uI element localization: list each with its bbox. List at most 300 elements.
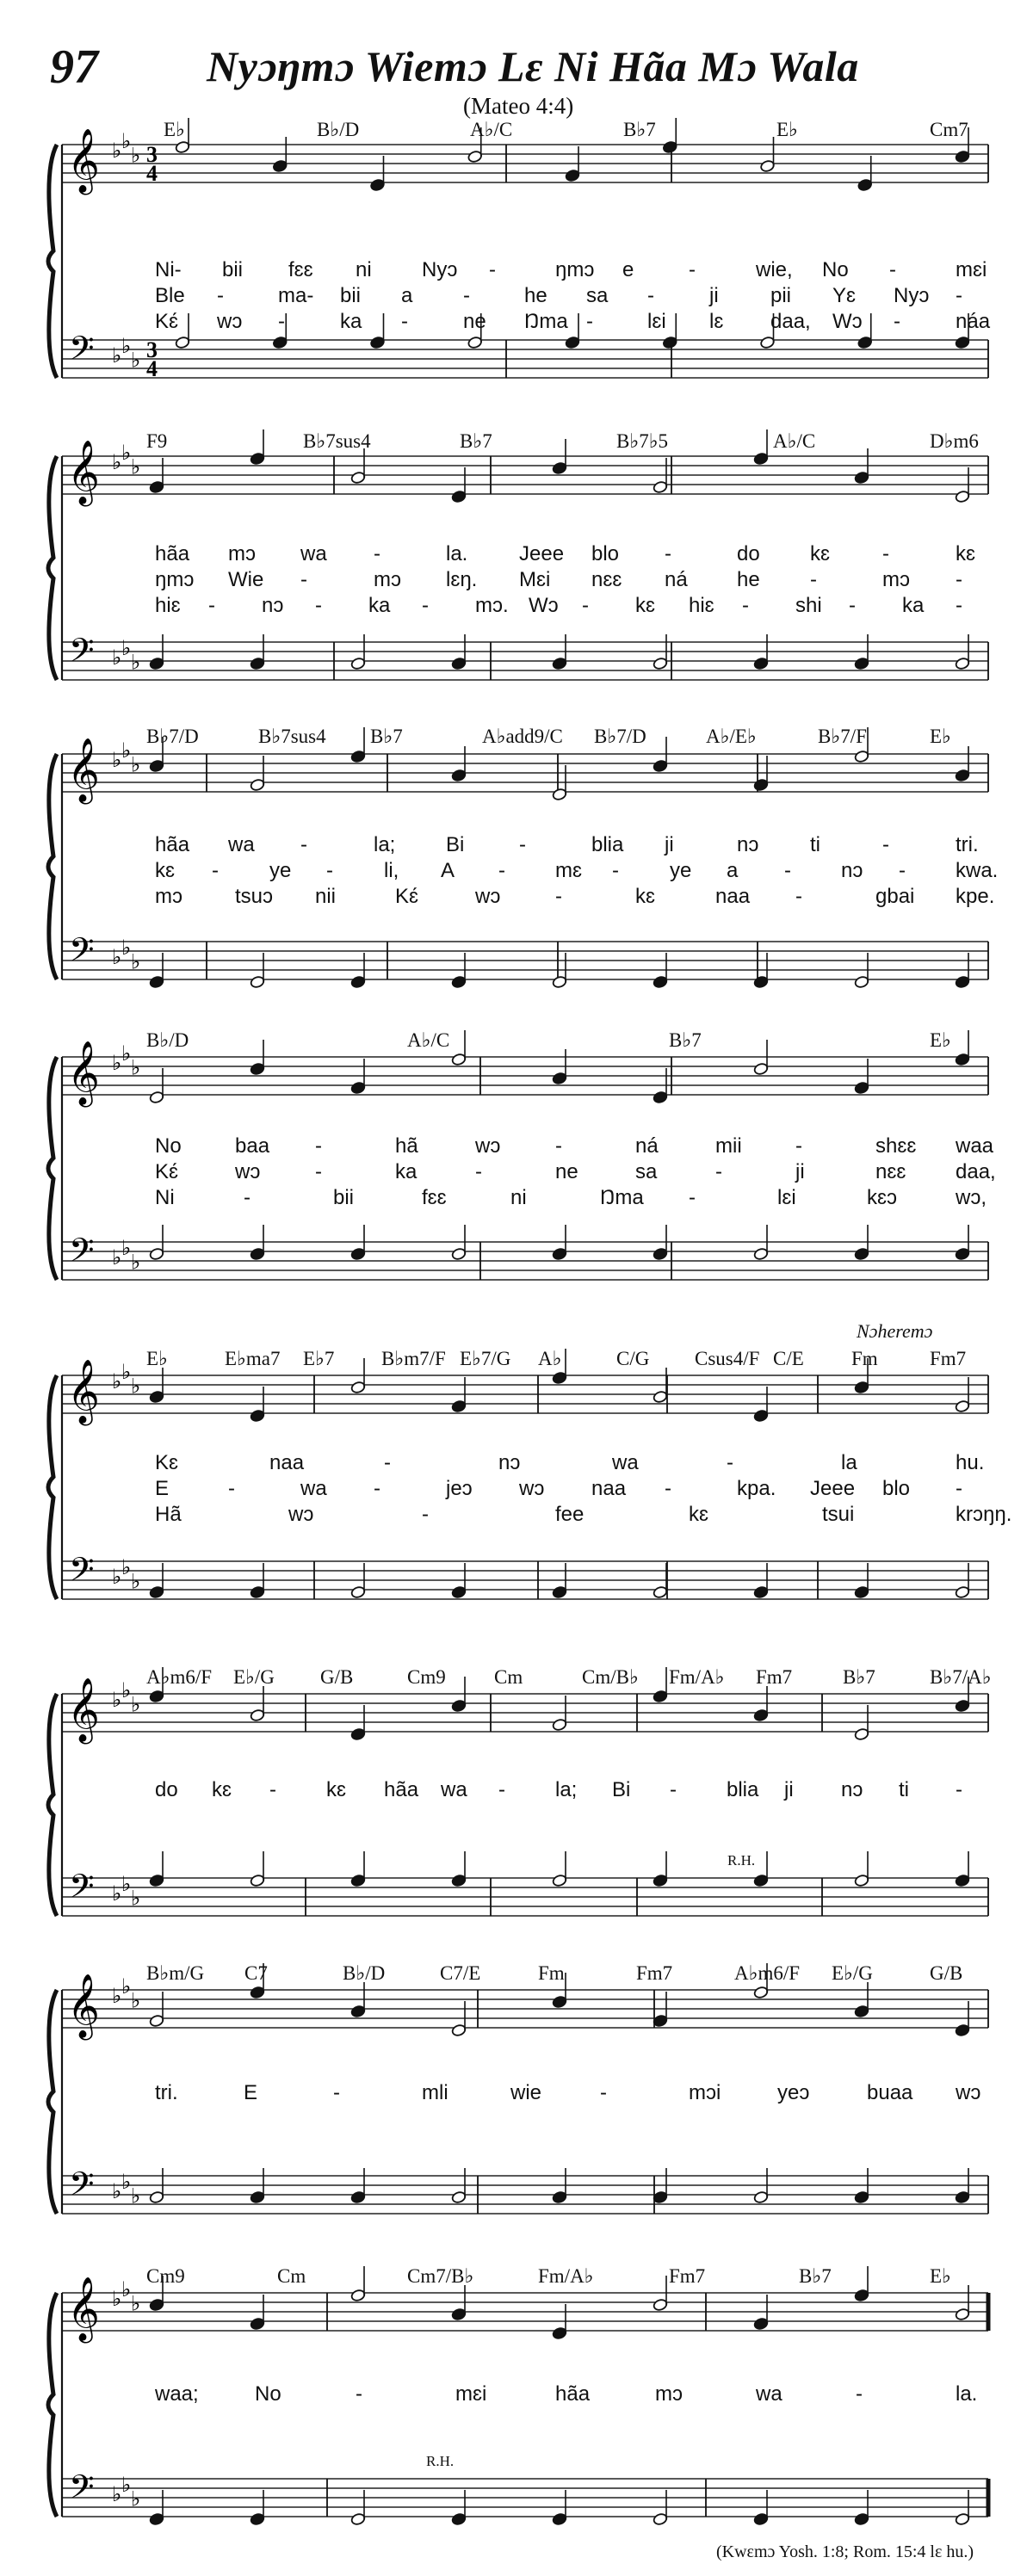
chord-symbol: A♭/C: [407, 1029, 450, 1051]
lyric-syllable: Kɛ́: [395, 885, 419, 908]
lyric-syllable: tri.: [956, 833, 979, 856]
flat-icon: ♭: [131, 1375, 141, 1399]
lyric-syllable: -: [208, 594, 215, 617]
flat-icon: ♭: [112, 1690, 122, 1712]
lyric-syllable: -: [498, 1778, 505, 1801]
chord-symbol: B♭7/F: [818, 726, 867, 747]
flat-icon: ♭: [131, 1571, 141, 1594]
chord-symbol: Csus4/F: [695, 1348, 760, 1369]
lyric-syllable: nɔ: [498, 1451, 521, 1474]
lyric-syllable: waa: [956, 1134, 994, 1158]
lyric-syllable: hiɛ: [155, 594, 181, 617]
lyric-syllable: ne: [463, 310, 486, 333]
right-hand-mark: R.H.: [727, 1852, 756, 1869]
chord-symbol: E♭7/G: [460, 1348, 511, 1369]
lyric-syllable: -: [374, 542, 380, 565]
lyric-syllable: hãa: [155, 542, 190, 565]
lyric-syllable: do: [737, 542, 760, 565]
lyric-syllable: kɛɔ: [867, 1186, 898, 1209]
bass-staff: [62, 642, 988, 680]
chord-symbol: F9: [146, 430, 168, 452]
lyric-syllable: lɛi: [777, 1186, 796, 1209]
lyric-syllable: blia: [591, 833, 624, 856]
bass-staff: [62, 2479, 988, 2517]
chord-symbol: Cm: [494, 1666, 523, 1688]
lyric-syllable: fɛɛ: [288, 258, 313, 281]
chord-symbol: B♭7♭5: [616, 430, 669, 452]
lyric-syllable: fɛɛ: [422, 1186, 447, 1209]
lyric-syllable: wie,: [756, 258, 793, 281]
chord-symbol: C7/E: [440, 1962, 481, 1984]
lyric-syllable: No: [822, 258, 849, 281]
lyric-syllable: ka: [340, 310, 362, 333]
lyric-syllable: -: [315, 1160, 322, 1183]
lyric-syllable: lɛŋ.: [446, 568, 478, 591]
lyric-syllable: -: [689, 1186, 696, 1209]
lyric-syllable: pii: [770, 284, 792, 307]
brace: [48, 1990, 57, 2214]
chord-symbol: D♭m6: [930, 430, 979, 452]
flat-icon: ♭: [131, 2293, 141, 2316]
lyric-syllable: nɛɛ: [875, 1160, 906, 1183]
chord-symbol: B♭7: [843, 1666, 875, 1688]
lyric-syllable: -: [498, 859, 505, 882]
chord-symbol: Fm7: [636, 1962, 673, 1984]
lyric-syllable: do: [155, 1778, 178, 1801]
lyric-syllable: -: [665, 1477, 671, 1500]
lyric-syllable: sa: [635, 1160, 658, 1183]
lyric-syllable: -: [665, 542, 671, 565]
flat-icon: ♭: [121, 442, 132, 465]
chord-symbol: B♭7: [623, 119, 656, 140]
lyric-syllable: -: [810, 568, 817, 591]
flat-icon: ♭: [112, 947, 122, 969]
lyric-syllable: wa: [228, 833, 255, 856]
lyric-syllable: baa: [235, 1134, 270, 1158]
chord-symbol: G/B: [930, 1962, 963, 1984]
chord-symbol: B♭7: [799, 2265, 832, 2287]
lyric-syllable: -: [300, 568, 307, 591]
lyric-syllable: -: [333, 2081, 340, 2104]
lyric-syllable: tsuɔ: [235, 885, 274, 908]
chord-symbol: B♭7: [370, 726, 403, 747]
lyric-syllable: a: [727, 859, 739, 882]
treble-staff: [62, 2293, 988, 2331]
chord-symbol: Fm/A♭: [669, 1666, 725, 1688]
chord-symbol: B♭7/D: [594, 726, 646, 747]
treble-staff: [62, 145, 988, 182]
chord-symbol: B♭7: [460, 430, 492, 452]
lyric-syllable: -: [670, 1778, 677, 1801]
chord-symbol: A♭add9/C: [482, 726, 563, 747]
bass-staff: [62, 942, 988, 979]
lyric-syllable: -: [689, 258, 696, 281]
flat-icon: ♭: [131, 349, 141, 373]
lyric-syllable: -: [795, 1134, 802, 1158]
lyric-syllable: Jeee: [519, 542, 565, 565]
chord-symbol: Cm/B♭: [582, 1666, 639, 1688]
lyric-syllable: -: [856, 2382, 863, 2406]
lyric-syllable: -: [315, 1134, 322, 1158]
lyric-syllable: -: [889, 258, 896, 281]
lyric-syllable: Ble: [155, 284, 185, 307]
brace: [48, 145, 57, 378]
chord-symbol: C/G: [616, 1348, 650, 1369]
brace: [48, 2293, 57, 2517]
lyric-syllable: Nyɔ: [422, 258, 458, 281]
chord-symbol: Fm7: [930, 1348, 967, 1369]
lyric-syllable: -: [315, 594, 322, 617]
treble-staff: [62, 1990, 988, 2028]
treble-staff: [62, 1375, 988, 1413]
flat-icon: ♭: [112, 1566, 122, 1589]
lyric-syllable: nɔ: [262, 594, 284, 617]
lyric-syllable: -: [384, 1451, 391, 1474]
lyric-syllable: ji: [665, 833, 674, 856]
lyric-syllable: ma-: [278, 284, 314, 307]
lyric-syllable: mɛi: [956, 258, 987, 281]
treble-clef-icon: 𝄞: [67, 1678, 100, 1742]
bass-staff: [62, 1561, 988, 1599]
lyric-syllable: Nyɔ: [894, 284, 930, 307]
lyric-syllable: wɔ: [235, 1160, 261, 1183]
flat-icon: ♭: [131, 2185, 141, 2208]
lyric-syllable: -: [374, 1477, 380, 1500]
lyric-syllable: la.: [446, 542, 468, 565]
lyric-syllable: nɔ: [841, 859, 863, 882]
lyric-syllable: mɔ.: [475, 594, 509, 617]
lyric-syllable: ná: [635, 1134, 659, 1158]
treble-clef-icon: 𝄞: [67, 738, 100, 802]
chord-symbol: B♭/D: [317, 119, 360, 140]
treble-clef-icon: 𝄞: [67, 441, 100, 504]
lyric-syllable: naa: [715, 885, 751, 908]
lyric-syllable: wa: [756, 2382, 782, 2406]
lyric-syllable: -: [269, 1778, 276, 1801]
lyric-syllable: -: [784, 859, 791, 882]
lyric-syllable: hã: [395, 1134, 418, 1158]
lyric-syllable: kpe.: [956, 885, 995, 908]
chord-symbol: E♭/G: [832, 1962, 873, 1984]
lyric-syllable: kɛ: [689, 1503, 709, 1526]
flat-icon: ♭: [131, 2488, 141, 2511]
lyric-syllable: kɛ: [635, 885, 656, 908]
lyric-syllable: ji: [709, 284, 719, 307]
lyric-syllable: -: [217, 284, 224, 307]
lyric-syllable: kɛ: [956, 542, 976, 565]
treble-staff: [62, 754, 988, 792]
lyric-syllable: hu.: [956, 1451, 985, 1474]
lyric-syllable: Ni-: [155, 258, 182, 281]
bass-clef-icon: 𝄢: [69, 329, 95, 375]
lyric-syllable: -: [463, 284, 470, 307]
flat-icon: ♭: [112, 750, 122, 772]
lyric-syllable: wa: [612, 1451, 639, 1474]
chord-symbol: Cm7/B♭: [407, 2265, 474, 2287]
lyric-syllable: Ni: [155, 1186, 175, 1209]
lyric-syllable: -: [475, 1160, 482, 1183]
lyric-syllable: No: [155, 1134, 182, 1158]
lyric-syllable: daa,: [956, 1160, 996, 1183]
lyric-syllable: -: [555, 885, 562, 908]
lyric-syllable: ka: [368, 594, 391, 617]
flat-icon: ♭: [131, 1251, 141, 1275]
lyric-syllable: ni: [510, 1186, 527, 1209]
lyric-syllable: wɔ: [956, 2081, 981, 2104]
lyric-syllable: -: [356, 2382, 362, 2406]
chord-symbol: E♭: [776, 119, 798, 140]
brace: [48, 456, 57, 680]
lyric-syllable: hãa: [384, 1778, 419, 1801]
lyric-syllable: naa: [591, 1477, 627, 1500]
bass-staff: [62, 340, 988, 378]
treble-staff: [62, 1057, 988, 1095]
lyric-syllable: -: [882, 542, 889, 565]
flat-icon: ♭: [112, 1247, 122, 1269]
lyric-syllable: ka: [395, 1160, 418, 1183]
lyric-syllable: nii: [315, 885, 337, 908]
lyric-syllable: wɔ,: [956, 1186, 987, 1209]
lyric-syllable: wie: [510, 2081, 542, 2104]
lyric-syllable: -: [489, 258, 496, 281]
lyric-syllable: -: [956, 1477, 962, 1500]
lyric-syllable: nɔ: [737, 833, 759, 856]
lyric-syllable: hãa: [155, 833, 190, 856]
chord-symbol: A♭/E♭: [706, 726, 757, 747]
lyric-syllable: kwa.: [956, 859, 999, 882]
lyric-syllable: -: [326, 859, 333, 882]
lyric-syllable: Yɛ: [832, 284, 857, 307]
chord-symbol: B♭7sus4: [258, 726, 326, 747]
lyric-syllable: Ŋma: [524, 310, 568, 333]
lyric-syllable: shi: [795, 594, 822, 617]
lyric-syllable: wɔ: [475, 885, 501, 908]
flat-icon: ♭: [131, 652, 141, 675]
lyric-syllable: -: [647, 284, 654, 307]
flat-icon: ♭: [121, 1976, 132, 1998]
flat-icon: ♭: [131, 951, 141, 974]
lyric-syllable: blo: [591, 542, 620, 565]
lyric-syllable: kɛ: [635, 594, 656, 617]
lyric-syllable: E: [244, 2081, 258, 2104]
chord-symbol: E♭: [146, 1348, 168, 1369]
chord-symbol: A♭m6/F: [146, 1666, 213, 1688]
lyric-syllable: -: [582, 594, 589, 617]
flat-icon: ♭: [112, 1986, 122, 2008]
lyric-syllable: he: [737, 568, 760, 591]
lyric-syllable: he: [524, 284, 547, 307]
chord-symbol: C7: [244, 1962, 268, 1984]
lyric-syllable: tri.: [155, 2081, 178, 2104]
flat-icon: ♭: [112, 1883, 122, 1906]
lyric-syllable: lɛ: [709, 310, 724, 333]
lyric-syllable: shɛɛ: [875, 1134, 917, 1158]
flat-icon: ♭: [121, 740, 132, 763]
treble-staff: [62, 456, 988, 494]
flat-icon: ♭: [121, 336, 132, 358]
lyric-syllable: wɔ: [519, 1477, 545, 1500]
lyric-syllable: wɔ: [475, 1134, 501, 1158]
lyric-syllable: Ŋma: [600, 1186, 644, 1209]
lyric-syllable: -: [586, 310, 593, 333]
lyric-syllable: mɛ: [555, 859, 582, 882]
lyric-syllable: -: [519, 833, 526, 856]
flat-icon: ♭: [112, 2484, 122, 2506]
lyric-syllable: Bi: [446, 833, 465, 856]
lyric-syllable: -: [727, 1451, 733, 1474]
lyric-syllable: bii: [333, 1186, 355, 1209]
bass-staff: [62, 1878, 988, 1916]
brace: [48, 1375, 57, 1599]
lyric-syllable: ni: [356, 258, 372, 281]
lyric-syllable: sa: [586, 284, 609, 307]
chord-symbol: Cm7: [930, 119, 968, 140]
chord-symbol: E♭: [930, 726, 951, 747]
bass-clef-icon: 𝄢: [69, 1867, 95, 1913]
lyric-syllable: Jeee: [810, 1477, 856, 1500]
lyric-syllable: kɛ: [326, 1778, 347, 1801]
lyric-syllable: bii: [340, 284, 362, 307]
chord-symbol: B♭7/D: [146, 726, 199, 747]
treble-clef-icon: 𝄞: [67, 1360, 100, 1424]
lyric-syllable: ye: [670, 859, 692, 882]
hymn-title: Nyɔŋmɔ Wiemɔ Lɛ Ni Hãa Mɔ Wala: [207, 42, 859, 90]
lyric-syllable: -: [956, 568, 962, 591]
chord-symbol: B♭7/A♭: [930, 1666, 992, 1688]
lyric-syllable: -: [956, 284, 962, 307]
chord-symbol: C/E: [773, 1348, 804, 1369]
flat-icon: ♭: [112, 647, 122, 670]
chord-symbol: E♭: [930, 2265, 951, 2287]
bass-clef-icon: 𝄢: [69, 1550, 95, 1597]
lyric-syllable: -: [422, 1503, 429, 1526]
lyric-syllable: -: [300, 833, 307, 856]
bass-clef-icon: 𝄢: [69, 2468, 95, 2514]
lyric-syllable: -: [894, 310, 900, 333]
lyric-syllable: -: [715, 1160, 722, 1183]
lyric-syllable: -: [795, 885, 802, 908]
lyric-syllable: kɛ: [155, 859, 176, 882]
lyric-syllable: ŋmɔ: [155, 568, 195, 591]
flat-icon: ♭: [131, 1057, 141, 1080]
lyric-syllable: naa: [269, 1451, 305, 1474]
chord-symbol: B♭/D: [146, 1029, 189, 1051]
lyric-syllable: wɔ: [217, 310, 243, 333]
lyric-syllable: mli: [422, 2081, 448, 2104]
chord-symbol: Fm/A♭: [538, 2265, 594, 2287]
lyric-syllable: -: [899, 859, 906, 882]
lyric-syllable: ne: [555, 1160, 578, 1183]
flat-icon: ♭: [121, 638, 132, 660]
lyric-syllable: nɔ: [841, 1778, 863, 1801]
chord-symbol: A♭: [538, 1348, 562, 1369]
flat-icon: ♭: [131, 1990, 141, 2013]
flat-icon: ♭: [121, 937, 132, 960]
chord-symbol: E♭: [164, 119, 185, 140]
lyric-syllable: wa: [300, 542, 327, 565]
lyric-syllable: kpa.: [737, 1477, 776, 1500]
flat-icon: ♭: [121, 1680, 132, 1702]
lyric-syllable: Kɛ: [155, 1451, 179, 1474]
lyric-syllable: -: [422, 594, 429, 617]
flat-icon: ♭: [131, 145, 141, 168]
chord-symbol: A♭m6/F: [734, 1962, 801, 1984]
lyric-syllable: wɔ: [288, 1503, 314, 1526]
flat-icon: ♭: [121, 2171, 132, 2194]
flat-icon: ♭: [112, 2289, 122, 2311]
lyric-syllable: ti: [899, 1778, 909, 1801]
lyric-syllable: wa: [300, 1477, 327, 1500]
lyric-syllable: -: [882, 833, 889, 856]
lyric-syllable: -: [555, 1134, 562, 1158]
treble-clef-icon: 𝄞: [67, 1974, 100, 2038]
right-hand-mark: R.H.: [426, 2453, 455, 2469]
treble-staff: [62, 1694, 988, 1732]
lyric-syllable: Mɛi: [519, 568, 551, 591]
chord-symbol: Cm9: [146, 2265, 185, 2287]
lyric-syllable: mɔ: [374, 568, 401, 591]
lyric-syllable: A: [441, 859, 455, 882]
lyric-syllable: mɔi: [689, 2081, 721, 2104]
chord-symbol: E♭: [930, 1029, 951, 1051]
chord-symbol: G/B: [320, 1666, 354, 1688]
lyric-syllable: Kɛ́: [155, 310, 179, 333]
lyric-syllable: Hã: [155, 1503, 182, 1526]
flat-icon: ♭: [121, 1557, 132, 1579]
chord-symbol: B♭m7/F: [381, 1348, 446, 1369]
lyric-syllable: gbai: [875, 885, 915, 908]
lyric-syllable: mɔ: [155, 885, 182, 908]
brace: [48, 1694, 57, 1916]
chord-symbol: B♭m/G: [146, 1962, 205, 1984]
lyric-syllable: la;: [555, 1778, 578, 1801]
chord-symbol: B♭7: [669, 1029, 702, 1051]
lyric-syllable: e: [622, 258, 634, 281]
chord-symbol: Fm7: [756, 1666, 793, 1688]
time-signature: 4: [146, 356, 158, 381]
brace: [48, 754, 57, 979]
lyric-syllable: tsui: [822, 1503, 855, 1526]
lyric-syllable: wa: [441, 1778, 467, 1801]
lyric-syllable: náa: [956, 310, 991, 333]
lyric-syllable: fee: [555, 1503, 585, 1526]
lyric-syllable: -: [612, 859, 619, 882]
lyric-syllable: la;: [374, 833, 396, 856]
chord-symbol: Cm: [277, 2265, 306, 2287]
flat-icon: ♭: [112, 1371, 122, 1393]
chord-symbol: E♭7: [303, 1348, 335, 1369]
lyric-syllable: Bi: [612, 1778, 631, 1801]
lyric-syllable: -: [742, 594, 749, 617]
lyric-syllable: ŋmɔ: [555, 258, 595, 281]
flat-icon: ♭: [112, 345, 122, 368]
chord-symbol: B♭/D: [343, 1962, 386, 1984]
treble-clef-icon: 𝄞: [67, 129, 100, 193]
lyric-syllable: Wɔ: [832, 310, 863, 333]
lyric-syllable: nɛɛ: [591, 568, 622, 591]
lyric-syllable: Kɛ́: [155, 1160, 179, 1183]
lyric-syllable: la: [841, 1451, 857, 1474]
flat-icon: ♭: [131, 754, 141, 777]
lyric-syllable: No: [255, 2382, 281, 2406]
flat-icon: ♭: [112, 1053, 122, 1075]
flat-icon: ♭: [121, 2474, 132, 2497]
chord-symbol: E♭ma7: [225, 1348, 281, 1369]
lyric-syllable: li,: [384, 859, 399, 882]
lyric-syllable: mɔ: [228, 542, 256, 565]
lyric-syllable: ji: [795, 1160, 805, 1183]
lyric-syllable: krɔŋŋ.: [956, 1503, 1012, 1526]
